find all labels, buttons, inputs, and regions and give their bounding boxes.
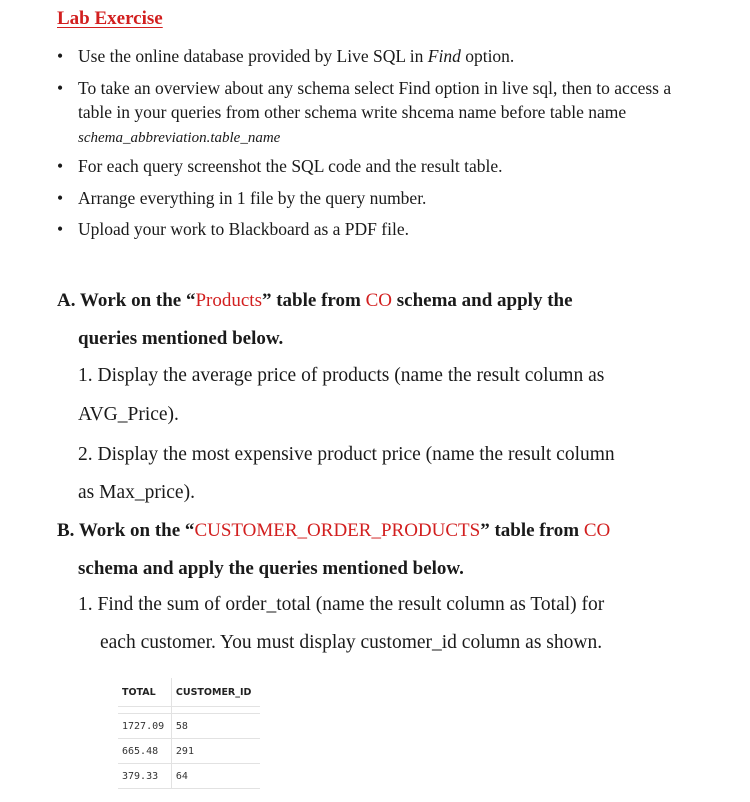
table-row <box>118 764 260 789</box>
bullet-dot-icon: • <box>57 46 64 66</box>
section-b-heading: B. Work on the “CUSTOMER_ORDER_PRODUCTS” table from CO <box>57 520 611 541</box>
table-cell: 379.33 <box>118 764 171 789</box>
column-header: CUSTOMER_ID <box>171 678 260 707</box>
bullet-dot-icon: • <box>57 188 64 208</box>
table-cell: 291 <box>171 739 260 764</box>
section-a-query-2-cont: as Max_price). <box>78 482 195 503</box>
section-a-heading-cont: queries mentioned below. <box>78 328 284 349</box>
table-cell: 665.48 <box>118 739 171 764</box>
page-title: Lab Exercise <box>57 8 163 29</box>
result-table <box>118 678 260 782</box>
bullet-dot-icon: • <box>57 156 64 176</box>
table-header-row <box>118 678 260 707</box>
section-a-query-1: 1. Display the average price of products (name the result column as <box>78 365 605 386</box>
section-a-query-2: 2. Display the most expensive product price (name the result column <box>78 444 615 465</box>
table-row <box>118 739 260 764</box>
column-header: TOTAL <box>118 678 171 707</box>
section-b-query-1-cont: each customer. You must display customer_id column as shown. <box>100 632 603 653</box>
table-cell: 64 <box>171 764 260 789</box>
bullet-dot-icon: • <box>57 219 64 239</box>
section-a-heading: A. Work on the “Products” table from CO schema and apply the <box>57 290 573 311</box>
section-b-query-1: 1. Find the sum of order_total (name the result column as Total) for <box>78 594 605 615</box>
section-a-query-1-cont: AVG_Price). <box>78 404 179 425</box>
table-cell: 58 <box>171 714 260 739</box>
table-cell: 1727.09 <box>118 714 171 739</box>
table-row <box>118 714 260 739</box>
section-b-heading-cont: schema and apply the queries mentioned below. <box>78 558 464 579</box>
bullet-dot-icon: • <box>57 78 64 98</box>
